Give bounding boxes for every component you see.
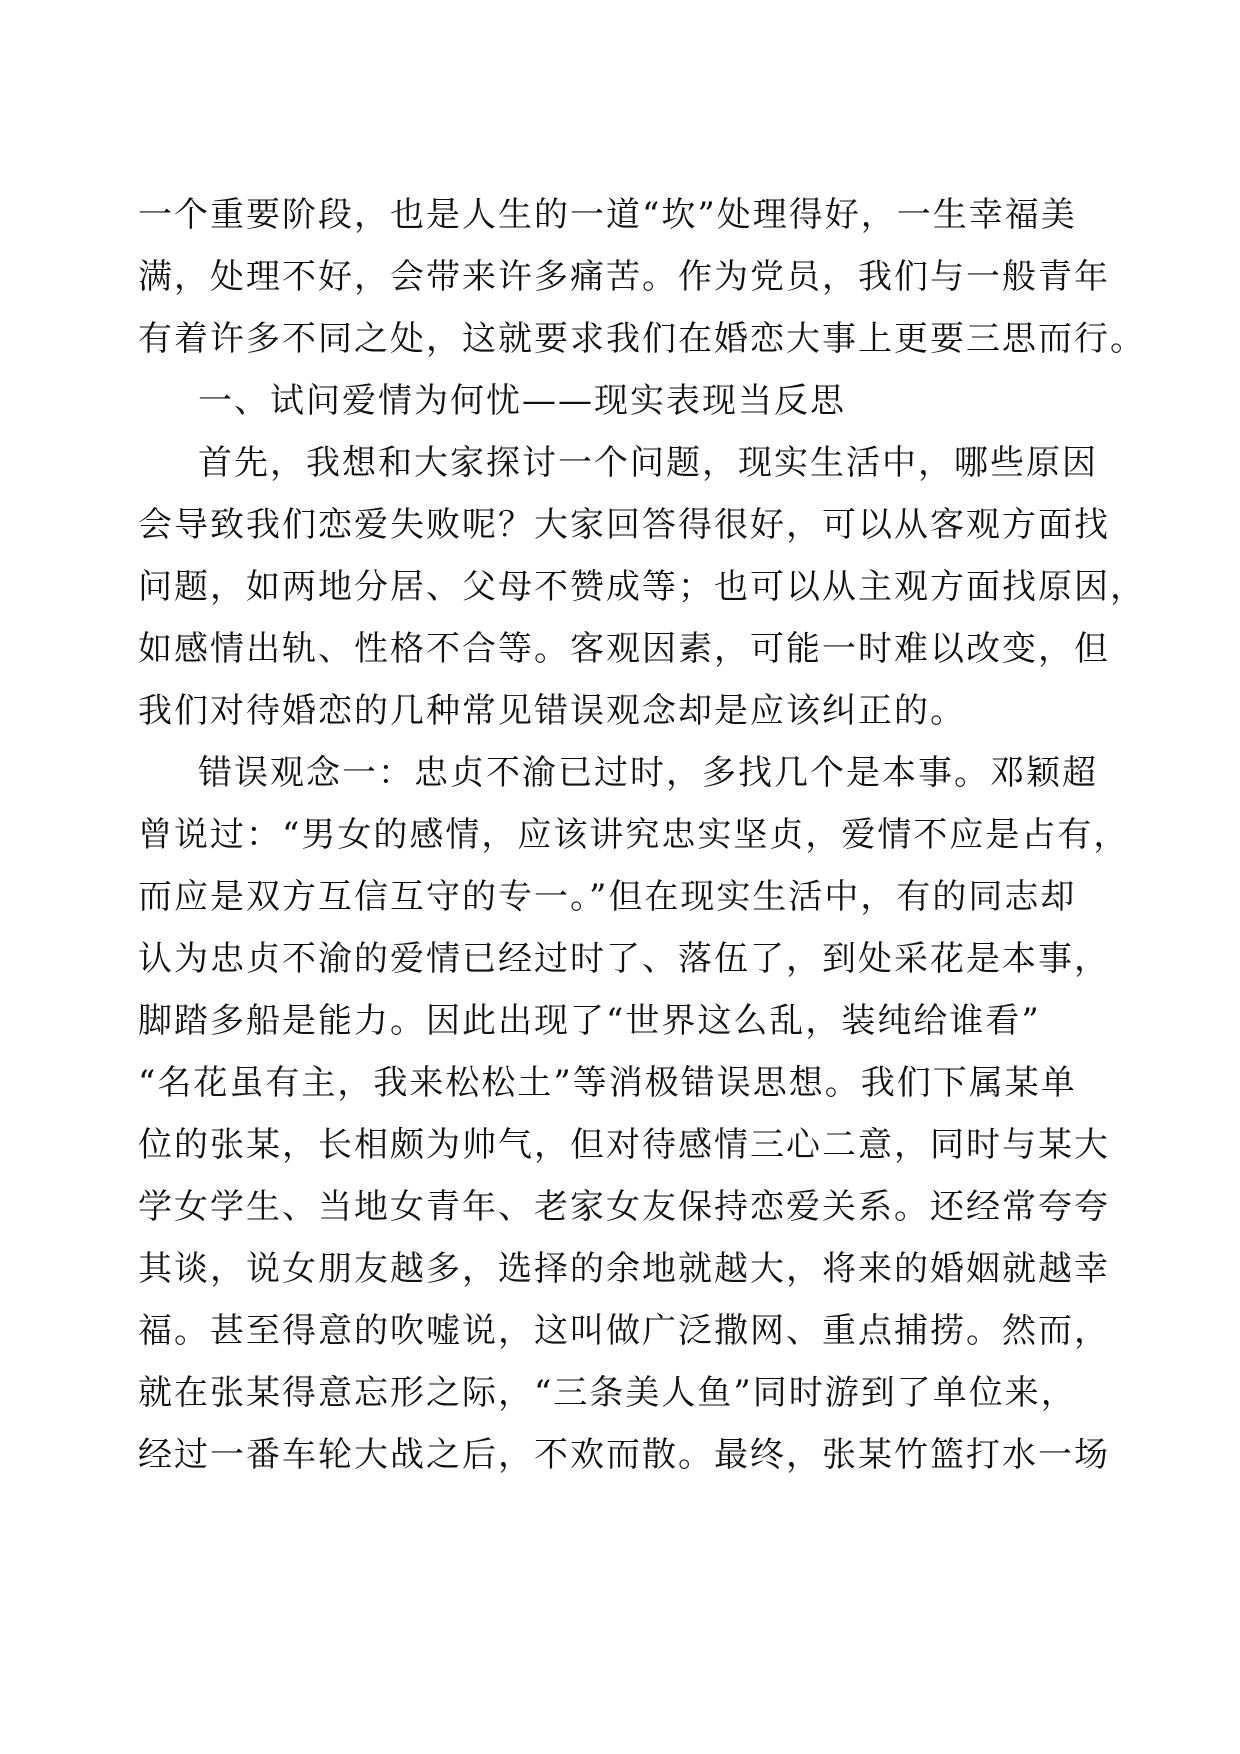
text-line-content: 福。甚至得意的吹嘘说，这叫做广泛撒网、重点捕捞。然而， — [138, 1311, 1110, 1351]
text-line-content: 而应是双方互信互守的专一。”但在现实生活中，有的同志却 — [138, 877, 1077, 917]
text-line-content: 曾说过：“男女的感情，应该讲究忠实坚贞，爱情不应是占有， — [138, 815, 1130, 855]
text-line-content: 满，处理不好，会带来许多痛苦。作为党员，我们与一般青年 — [138, 257, 1110, 297]
text-line — [0, 1425, 1240, 1485]
section-heading — [0, 371, 1240, 431]
section-heading-text: 一、试问爱情为何忧——现实表现当反思 — [198, 381, 846, 421]
text-line-content: 错误观念一：忠贞不渝已过时，多找几个是本事。邓颖超 — [198, 753, 1098, 793]
text-line — [0, 867, 1240, 927]
text-line-content: 认为忠贞不渝的爱情已经过时了、落伍了，到处采花是本事， — [138, 939, 1110, 979]
text-line-content: 脚踏多船是能力。因此出现了“世界这么乱，装纯给谁看” — [138, 1001, 1041, 1041]
text-line — [0, 433, 1240, 493]
text-line-content: 经过一番车轮大战之后，不欢而散。最终，张某竹篮打水一场 — [138, 1435, 1110, 1475]
text-line-content: 如感情出轨、性格不合等。客观因素，可能一时难以改变，但 — [138, 629, 1110, 669]
text-line — [0, 185, 1240, 245]
text-line — [0, 1363, 1240, 1423]
text-line — [0, 991, 1240, 1051]
text-line-content: 位的张某，长相颇为帅气，但对待感情三心二意，同时与某大 — [138, 1125, 1110, 1165]
text-line — [0, 929, 1240, 989]
text-line — [0, 1053, 1240, 1113]
text-line — [0, 1301, 1240, 1361]
text-line — [0, 743, 1240, 803]
text-line-content: 有着许多不同之处，这就要求我们在婚恋大事上更要三思而行。 — [138, 319, 1146, 359]
text-line — [0, 557, 1240, 617]
text-line-content: 我们对待婚恋的几种常见错误观念却是应该纠正的。 — [138, 691, 966, 731]
text-line — [0, 1177, 1240, 1237]
text-line — [0, 247, 1240, 307]
text-line — [0, 1115, 1240, 1175]
text-line — [0, 495, 1240, 555]
text-line — [0, 1239, 1240, 1299]
text-line-content: 一个重要阶段，也是人生的一道“坎”处理得好，一生幸福美 — [138, 195, 1077, 235]
text-line-content: 其谈，说女朋友越多，选择的余地就越大，将来的婚姻就越幸 — [138, 1249, 1110, 1289]
text-line — [0, 309, 1240, 369]
text-line-content: 会导致我们恋爱失败呢？大家回答得很好，可以从客观方面找 — [138, 505, 1110, 545]
text-line-content: 就在张某得意忘形之际，“三条美人鱼”同时游到了单位来， — [138, 1373, 1077, 1413]
text-line-content: “名花虽有主，我来松松土”等消极错误思想。我们下属某单 — [138, 1063, 1077, 1103]
text-line-content: 首先，我想和大家探讨一个问题，现实生活中，哪些原因 — [198, 443, 1098, 483]
text-line-content: 问题，如两地分居、父母不赞成等；也可以从主观方面找原因， — [138, 567, 1146, 607]
text-line-content: 学女学生、当地女青年、老家女友保持恋爱关系。还经常夸夸 — [138, 1187, 1110, 1227]
text-line — [0, 681, 1240, 741]
text-line — [0, 805, 1240, 865]
text-line — [0, 619, 1240, 679]
